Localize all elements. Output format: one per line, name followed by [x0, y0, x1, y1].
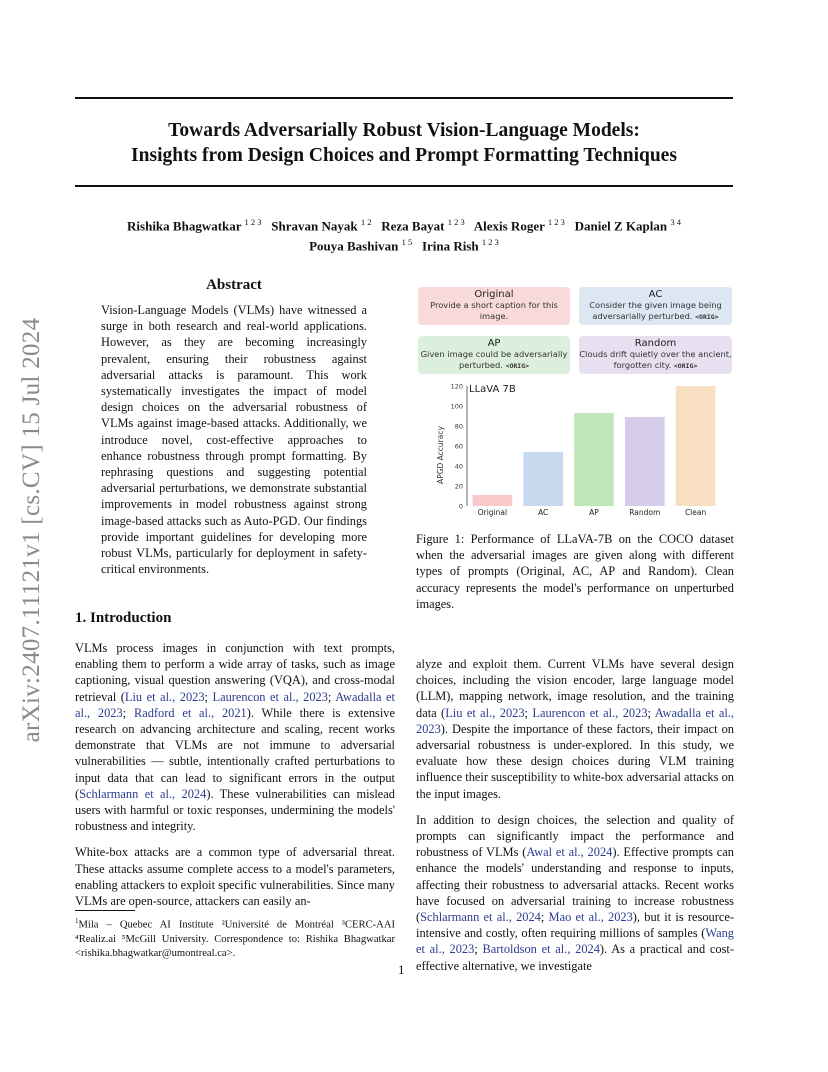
citation-link[interactable]: Liu et al., 2023 [124, 689, 205, 704]
citation-link[interactable]: Awal et al., 2024 [526, 845, 613, 860]
author-affiliation: 1 2 3 [244, 217, 262, 227]
author-affiliation: 1 2 3 [481, 237, 499, 248]
citation-link[interactable]: Awadalla et al., 2023 [75, 689, 395, 720]
author-affiliation: 3 4 [670, 217, 681, 227]
author-list [75, 214, 733, 255]
prompt-box-title: AC [648, 289, 663, 300]
y-tick-label: 120 [450, 382, 463, 391]
intro-paragraph: alyze and exploit them. Current VLMs have several design choices, including the vision encoder, large language model (LLM), mapping network, image resolution, and the training data (Liu et al., 2023; Laurencon et al., 2023; Awadalla et al., 2023). Despite the importance of these factors, their impact on adversarial robustness is under-explored. In this study, we evaluate how these design choices during VLM training influence their susceptibility to white-box adversarial attacks on the input images. [416, 657, 734, 801]
prompt-box-random [579, 336, 732, 374]
y-tick-label: 80 [454, 422, 463, 431]
y-axis-label: APGD Accuracy [436, 426, 445, 484]
prompt-box-code: <ORIG> [695, 312, 719, 321]
right-column-text [416, 656, 734, 984]
title-bottom-rule [75, 185, 733, 187]
arxiv-stamp [12, 300, 52, 760]
author-name: Rishika Bhagwatkar [127, 218, 242, 234]
y-tick-label: 40 [454, 462, 463, 471]
prompt-box-text: Clouds drift quietly over the ancient, forgotten city. [579, 349, 732, 370]
section-heading-introduction: 1. Introduction [75, 610, 172, 626]
arxiv-stamp-text: arXiv:2407.11121v1 [cs.CV] 15 Jul 2024 [18, 317, 45, 743]
x-tick-label: Clean [684, 508, 707, 517]
y-tick-label: 100 [450, 402, 463, 411]
figure-caption: Figure 1: Performance of LLaVA-7B on the COCO dataset when the adversarial images are given along with different types of prompts (Original, AC, AP and Random). Clean accuracy represents the model's performance on unperturbed images. [416, 532, 734, 611]
x-tick-label: AP [589, 508, 599, 517]
author-affiliation: 1 2 3 [447, 217, 465, 227]
prompt-box-code: <ORIG> [505, 361, 530, 370]
prompt-box-title: AP [487, 338, 501, 349]
prompt-box-text: Provide a short caption for this image. [430, 300, 558, 321]
prompt-box-text: Consider the given image being adversarially perturbed. [589, 300, 722, 321]
intro-paragraph: VLMs process images in conjunction with text prompts, enabling them to perform a wide array of tasks, such as image captioning, visual question answering (VQA), and cross-modal retrieval (Liu et al., 2023; Laurencon et al., 2023; Awadalla et al., 2023; Radford et al., 2021). While there is extensive research on advancing architecture and scaling, recent works demonstrate that VLMs are not immune to adversarial vulnerabilities — subtle, intentionally crafted perturbations to input data that can lead to significant errors in the output (Schlarmann et al., 2024). These vulnerabilities can mislead users with harmful or toxic responses, undermining the models' robustness and integrity. [75, 641, 396, 834]
author-name: Alexis Roger [473, 218, 545, 234]
author-name: Reza Bayat [381, 218, 445, 234]
left-column-text [75, 640, 395, 919]
abstract-text: Vision-Language Models (VLMs) have witnessed a surge in both research and real-world applications. However, as they are becoming increasingly prevalent, ensuring their robustness against adversarial attacks is paramount. This work systematically investigates the impact of model design choices on the adversarial robustness of VLMs against image-based attacks. Additionally, we introduce novel, cost-effective approaches to enhance robustness through prompt formatting. By rephrasing questions and suggesting potential adversarial perturbations, we demonstrate substantial improvements in model robustness against strong image-based attacks such as Auto-PGD. Our findings provide important guidelines for developing more robust VLMs, particularly for deployment in safety-critical environments. [101, 303, 367, 577]
paper-title [75, 118, 733, 168]
y-tick-label: 0 [458, 502, 463, 511]
citation-link[interactable]: Schlarmann et al., 2024 [420, 910, 541, 925]
x-tick-label: Random [629, 508, 661, 517]
author-affiliation: 1 2 3 [547, 217, 565, 227]
author-affiliation: 1 2 [360, 217, 372, 227]
prompt-box-code: <ORIG> [673, 361, 698, 370]
bar-ap [574, 413, 614, 506]
top-rule [75, 97, 733, 99]
footnote: $^1$Mila – Quebec AI Institute ²Université de Montréal ³CERC-AAI ⁴Realiz.ai ⁵McGill University. Correspondence to: Rishika Bhagwatkar <rishika.bhagwatkar@umontreal.ca>. [75, 917, 395, 959]
prompt-box-original [418, 287, 570, 325]
citation-link[interactable]: Liu et al., 2023 [445, 705, 525, 720]
prompt-box-title: Original [474, 289, 514, 300]
author-name: Irina Rish [421, 238, 479, 254]
y-tick-label: 20 [454, 482, 463, 491]
page-number: 1 [398, 962, 405, 977]
citation-link[interactable]: Schlarmann et al., 2024 [79, 786, 207, 801]
title-line-2: Insights from Design Choices and Prompt Formatting Techniques [131, 145, 677, 166]
author-name: Daniel Z Kaplan [574, 218, 668, 234]
author-affiliation: 1 5 [401, 237, 413, 248]
intro-paragraph: White-box attacks are a common type of adversarial threat. These attacks assume complete access to a model's parameters, enabling attackers to exploit specific vulnerabilities. Since many VLMs are open-source, attackers can easily an- [75, 845, 395, 909]
citation-link[interactable]: Bartoldson et al., 2024 [482, 942, 600, 957]
bar-clean [676, 386, 716, 506]
abstract-heading: Abstract [206, 277, 262, 293]
footnote-text: Mila – Quebec AI Institute ²Université de Montréal ³CERC-AAI ⁴Realiz.ai ⁵McGill University. Correspondence to: Rishika Bhagwatkar <rishika.bhagwatkar@umontreal.ca>. [75, 919, 395, 959]
intro-paragraph: In addition to design choices, the selection and quality of prompts can significantly impact the performance and robustness of VLMs (Awal et al., 2024). Effective prompts can enhance the models' understanding and response to inputs, affecting their robustness to adversarial attacks. Recent works have focused on adversarial training to increase robustness (Schlarmann et al., 2024; Mao et al., 2023), but it is resource-intensive and costly, often requiring millions of samples (Wang et al., 2023; Bartoldson et al., 2024). As a practical and cost-effective alternative, we investigate [416, 812, 734, 973]
citation-link[interactable]: Laurencon et al., 2023 [212, 689, 328, 704]
y-tick-label: 60 [454, 442, 463, 451]
x-tick-label: AC [538, 508, 549, 517]
title-line-1: Towards Adversarially Robust Vision-Language Models: [168, 120, 640, 141]
x-tick-label: Original [477, 508, 508, 517]
citation-link[interactable]: Laurencon et al., 2023 [532, 705, 648, 720]
bar-original [473, 495, 513, 506]
footnote-rule [75, 910, 135, 911]
citation-link[interactable]: Radford et al., 2021 [133, 705, 247, 720]
prompt-box-title: Random [634, 338, 677, 349]
citation-link[interactable]: Wang et al., 2023 [416, 926, 734, 957]
bar-random [625, 417, 665, 506]
prompt-box-text: Given image could be adversarially perturbed. [420, 349, 568, 370]
prompt-box-ap [418, 336, 570, 374]
chart-title: LLaVA 7B [469, 384, 516, 395]
author-name: Shravan Nayak [271, 218, 358, 234]
citation-link[interactable]: Awadalla et al., 2023 [416, 705, 734, 736]
bar-chart [425, 380, 725, 520]
author-name: Pouya Bashivan [309, 238, 399, 254]
bar-ac [523, 452, 563, 506]
prompt-box-ac [579, 287, 732, 325]
citation-link[interactable]: Mao et al., 2023 [548, 910, 633, 925]
